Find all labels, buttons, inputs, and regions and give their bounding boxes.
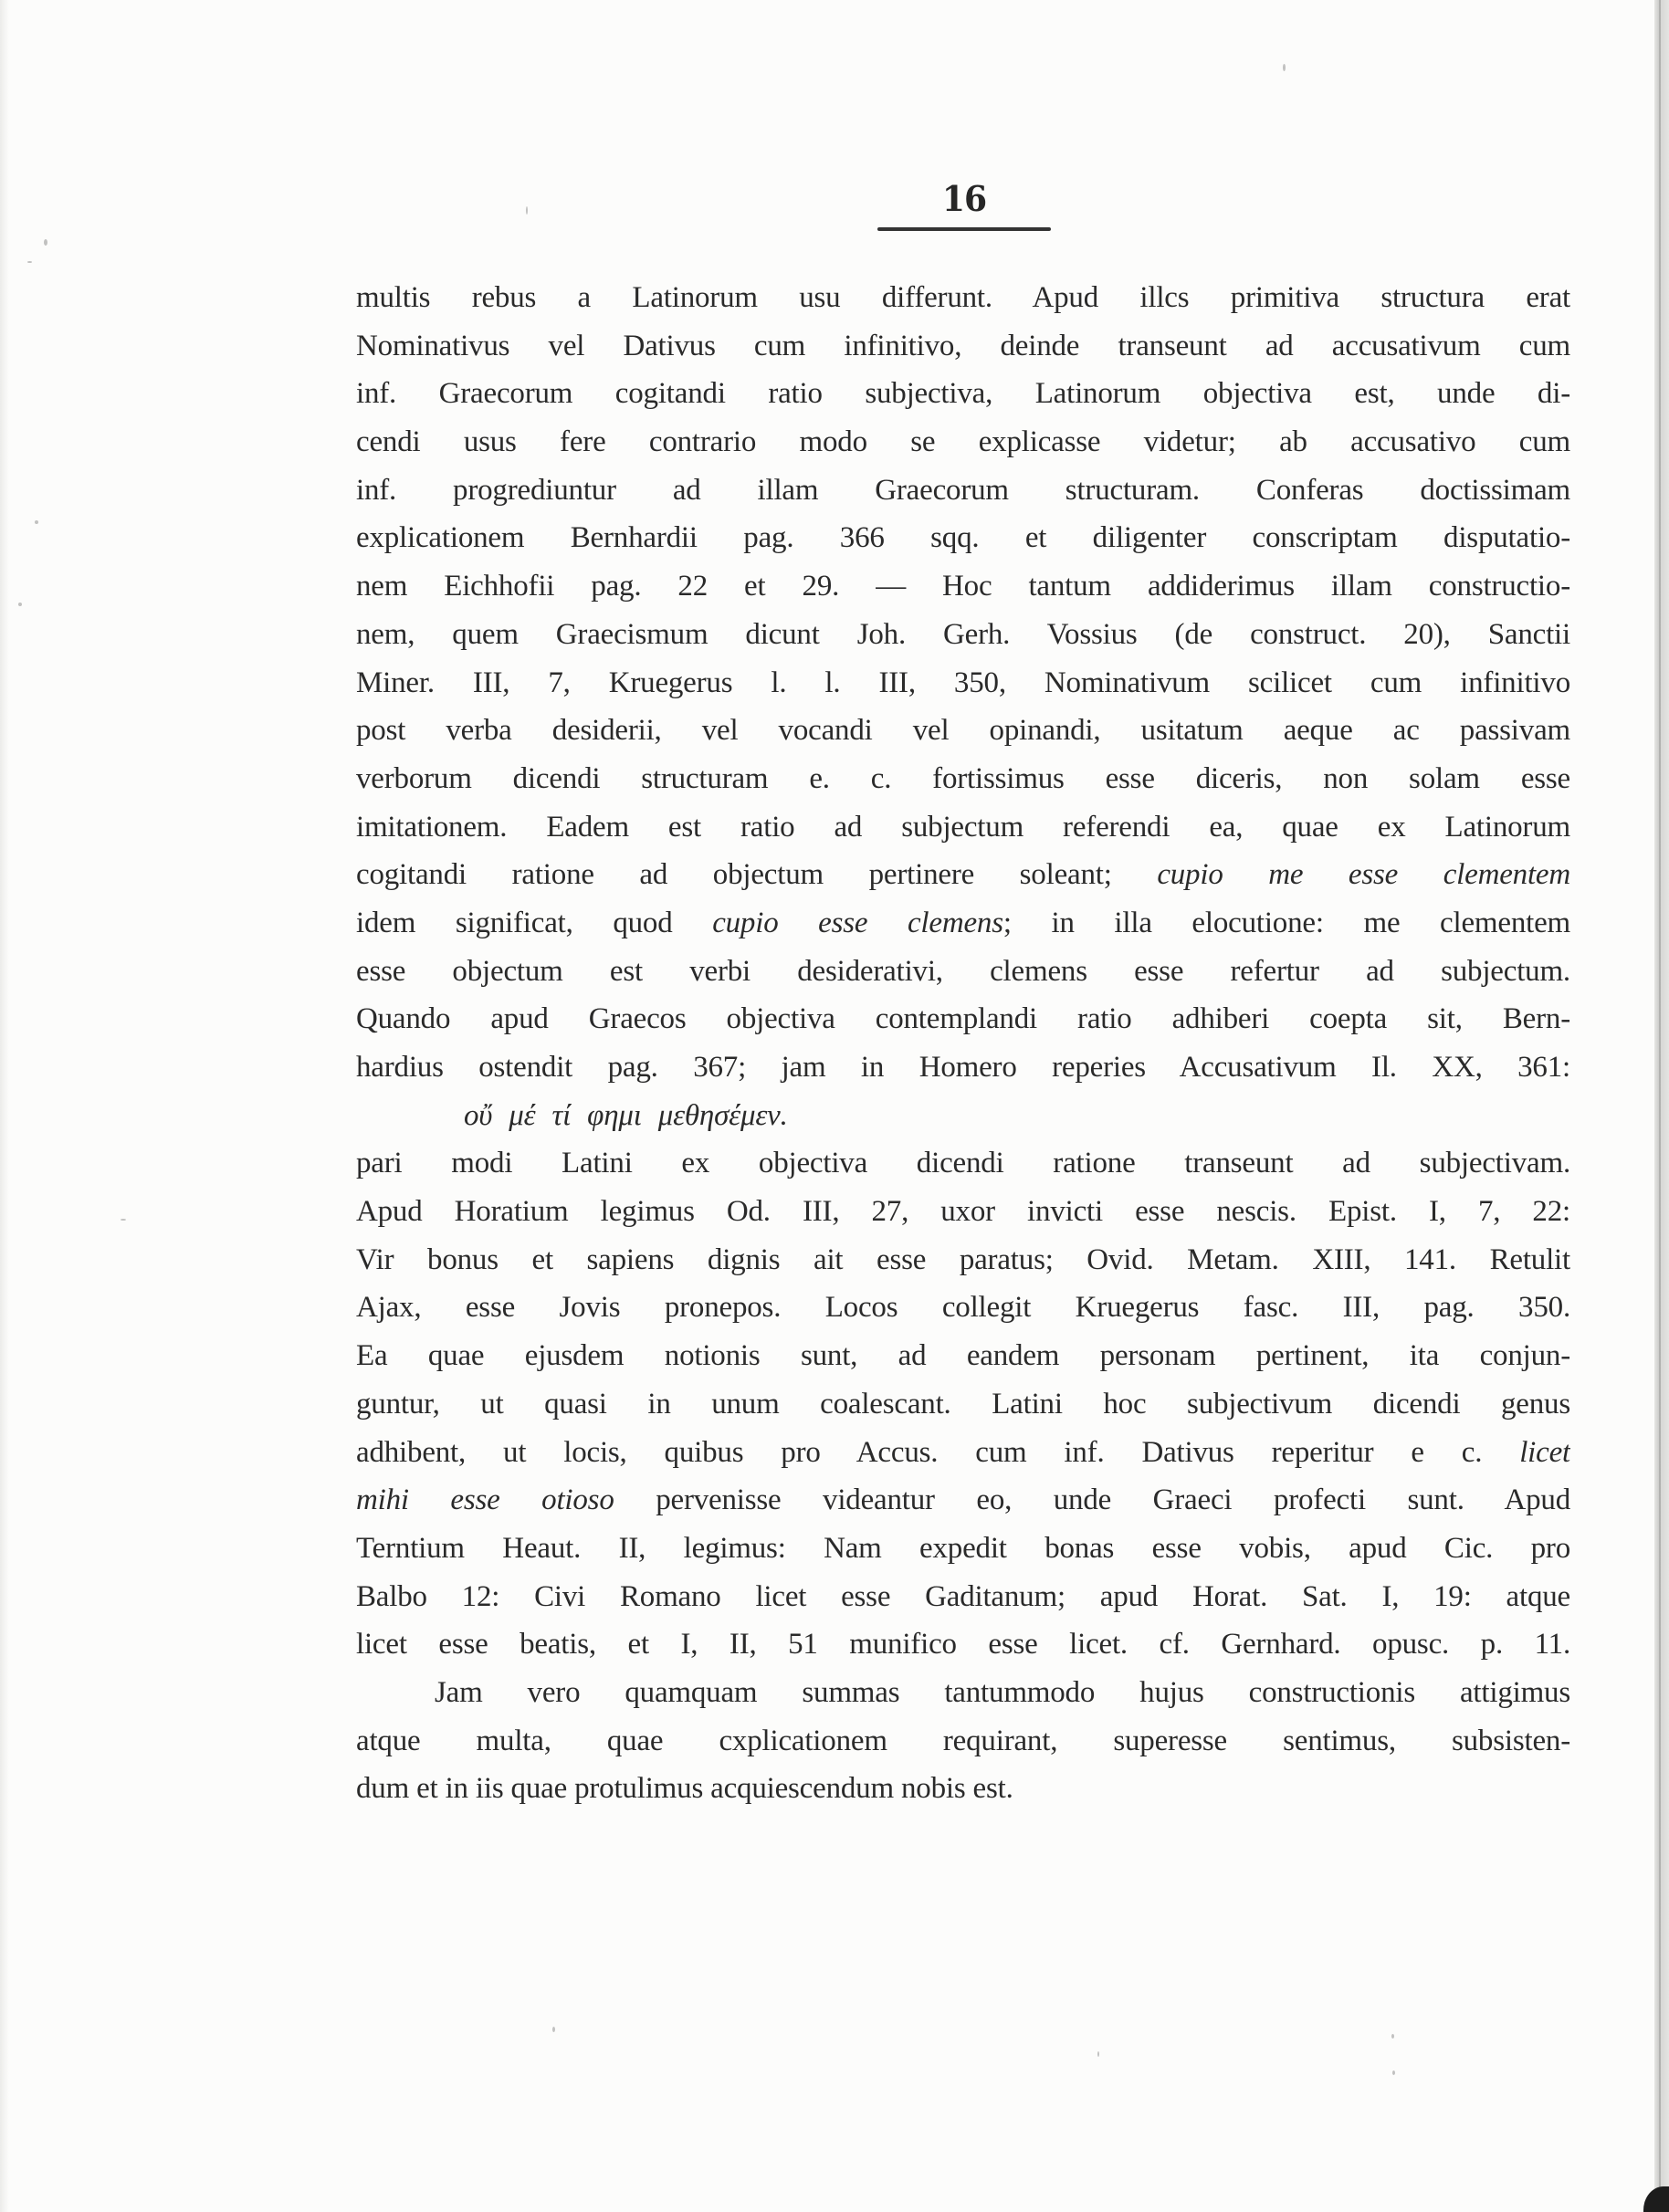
text-line — [356, 514, 1570, 562]
text-run: ; in illa elocutione: me clementem — [1002, 906, 1570, 939]
italic-phrase: cupio me esse clementem — [1157, 858, 1570, 892]
speck-mark — [44, 239, 47, 246]
text-run: imitationem. Eadem est ratio ad subjectum referendi ea, quae ex Latinorum — [356, 810, 1570, 844]
text-run: verborum dicendi structuram e. c. fortissimus esse diceris, non solam esse — [356, 761, 1570, 795]
text-run: Terntium Heaut. II, legimus: Nam expedit bonas esse vobis, apud Cic. pro — [356, 1531, 1570, 1565]
text-run: nem, quem Graecismum dicunt Joh. Gerh. Vossius (de construct. 20), Sanctii — [356, 617, 1570, 651]
text-line — [356, 1525, 1570, 1573]
text-run: post verba desiderii, vel vocandi vel opinandi, usitatum aeque ac passivam — [356, 714, 1570, 748]
speck-mark — [1391, 2034, 1394, 2039]
text-line — [356, 1717, 1570, 1766]
speck-mark — [27, 261, 32, 263]
text-run: Quando apud Graecos objectiva contemplandi ratio adhiberi coepta sit, Bern- — [356, 1002, 1570, 1036]
text-line — [356, 1380, 1570, 1429]
text-run: hardius ostendit pag. 367; jam in Homero reperies Accusativum Il. XX, 361: — [356, 1051, 1570, 1084]
page-number-rule — [877, 227, 1051, 231]
text-line — [356, 1284, 1570, 1332]
text-run: Vir bonus et sapiens dignis ait esse paratus; Ovid. Metam. XIII, 141. Retulit — [356, 1242, 1570, 1276]
text-line — [356, 418, 1570, 467]
text-line — [356, 1188, 1570, 1236]
text-run: multis rebus a Latinorum usu differunt. Apud illcs primitiva structura erat — [356, 281, 1570, 314]
text-run: cogitandi ratione ad objectum pertinere soleant; — [356, 858, 1158, 892]
text-line — [356, 851, 1570, 899]
speck-mark — [1283, 64, 1286, 71]
text-line — [356, 1043, 1570, 1092]
page-edge — [1654, 0, 1669, 2212]
italic-phrase: mihi esse otioso — [356, 1483, 614, 1517]
text-run: licet esse beatis, et I, II, 51 munifico esse licet. cf. Gernhard. opusc. p. 11. — [356, 1628, 1570, 1662]
text-run: Balbo 12: Civi Romano licet esse Gaditanum; apud Horat. Sat. I, 19: atque — [356, 1579, 1570, 1613]
text-line — [356, 1236, 1570, 1284]
body-text — [356, 274, 1570, 1813]
text-line — [356, 803, 1570, 852]
text-line — [356, 322, 1570, 371]
text-line — [356, 1765, 1570, 1813]
text-line — [356, 1476, 1570, 1525]
text-run: dum et in iis quae protulimus acquiescendum nobis est. — [356, 1772, 1013, 1806]
speck-mark — [18, 603, 22, 606]
italic-phrase: cupio esse clemens — [712, 906, 1003, 939]
text-line — [356, 1139, 1570, 1188]
italic-phrase: οὔ μέ τί φημι μεθησέμεν. — [464, 1098, 788, 1132]
text-run: guntur, ut quasi in unum coalescant. Latini hoc subjectivum dicendi genus — [356, 1387, 1570, 1421]
text-line — [356, 274, 1570, 322]
text-line — [356, 707, 1570, 755]
page-number: 16 — [941, 178, 987, 219]
text-run: inf. progrediuntur ad illam Graecorum structuram. Conferas doctissimam — [356, 473, 1570, 507]
text-line — [356, 467, 1570, 515]
text-line — [356, 659, 1570, 708]
page-gutter-shade — [0, 0, 9, 2212]
text-line — [356, 370, 1570, 418]
text-run: nem Eichhofii pag. 22 et 29. — Hoc tantum addiderimus illam constructio- — [356, 570, 1570, 603]
text-run: pervenisse videantur eo, unde Graeci profecti sunt. Apud — [614, 1483, 1570, 1517]
text-run: idem significat, quod — [356, 906, 713, 939]
text-run: Ea quae ejusdem notionis sunt, ad eandem personam pertinent, ita conjun- — [356, 1339, 1570, 1373]
text-line — [356, 948, 1570, 996]
text-line — [356, 1620, 1570, 1669]
speck-mark — [552, 2027, 555, 2032]
text-run: cendi usus fere contrario modo se explicasse videtur; ab accusativo cum — [356, 425, 1570, 459]
text-line — [356, 995, 1570, 1043]
text-line — [356, 1573, 1570, 1621]
text-line — [356, 1429, 1570, 1477]
text-run: Nominativus vel Dativus cum infinitivo, deinde transeunt ad accusativum cum — [356, 329, 1570, 362]
text-line — [356, 755, 1570, 803]
text-line — [356, 899, 1570, 948]
text-line — [356, 1669, 1570, 1717]
text-line — [356, 1332, 1570, 1380]
text-run: pari modi Latini ex objectiva dicendi ratione transeunt ad subjectivam. — [356, 1147, 1570, 1180]
speck-mark — [526, 206, 528, 215]
text-run: adhibent, ut locis, quibus pro Accus. cum inf. Dativus reperitur e c. — [356, 1435, 1520, 1469]
speck-mark — [35, 520, 38, 524]
speck-mark — [1392, 2070, 1395, 2075]
speck-mark — [121, 1219, 126, 1221]
text-run: esse objectum est verbi desiderativi, clemens esse refertur ad subjectum. — [356, 954, 1570, 988]
text-line — [356, 611, 1570, 659]
text-run: inf. Graecorum cogitandi ratio subjectiva, Latinorum objectiva est, unde di- — [356, 377, 1570, 411]
greek-quotation — [356, 1092, 1570, 1140]
text-run: Ajax, esse Jovis pronepos. Locos collegit Kruegerus fasc. III, pag. 350. — [356, 1291, 1570, 1325]
text-run: Miner. III, 7, Kruegerus l. l. III, 350, Nominativum scilicet cum infinitivo — [356, 666, 1570, 699]
text-line — [356, 562, 1570, 611]
italic-phrase: licet — [1519, 1435, 1570, 1469]
speck-mark — [1097, 2051, 1099, 2057]
text-run: atque multa, quae cxplicationem requirant, superesse sentimus, subsisten- — [356, 1724, 1570, 1757]
text-run: Apud Horatium legimus Od. III, 27, uxor invicti esse nescis. Epist. I, 7, 22: — [356, 1195, 1570, 1229]
text-run: explicationem Bernhardii pag. 366 sqq. et diligenter conscriptam disputatio- — [356, 521, 1570, 555]
text-run: Jam vero quamquam summas tantummodo hujus constructionis attigimus — [435, 1675, 1570, 1709]
